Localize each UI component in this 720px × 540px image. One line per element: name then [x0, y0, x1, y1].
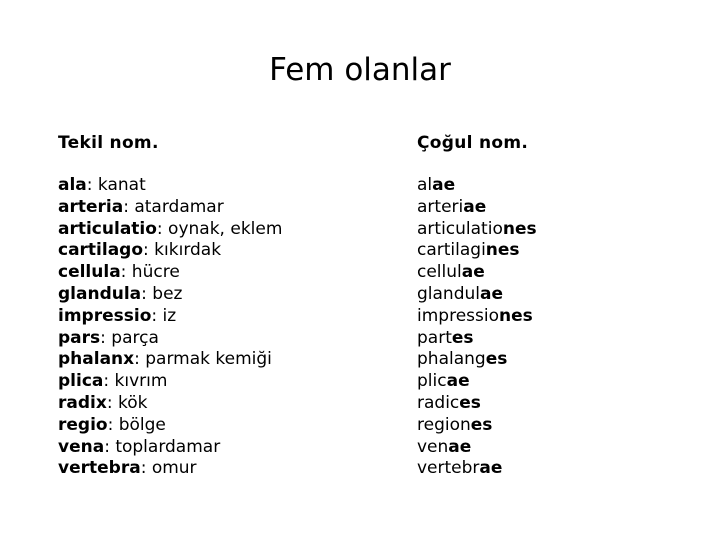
plural-stem: plic — [417, 371, 447, 392]
singular-row — [58, 240, 282, 262]
plural-stem: glandul — [417, 283, 480, 304]
turkish-meaning: : bez — [141, 283, 183, 304]
plural-stem: part — [417, 327, 452, 348]
plural-stem: al — [417, 175, 433, 195]
plural-stem: ven — [417, 436, 449, 457]
latin-word: cartilago — [58, 240, 144, 261]
latin-word: cellula — [58, 262, 121, 283]
turkish-meaning: : kanat — [86, 175, 146, 195]
plural-ending: ae — [479, 458, 503, 479]
singular-list — [58, 175, 282, 480]
latin-word: ala — [58, 175, 87, 195]
plural-row — [417, 458, 537, 480]
latin-word: vena — [58, 436, 105, 457]
turkish-meaning: : oynak, eklem — [156, 218, 283, 239]
turkish-meaning: : iz — [151, 305, 177, 326]
singular-row — [58, 328, 282, 350]
turkish-meaning: : parmak kemiği — [134, 349, 272, 370]
plural-row — [417, 197, 537, 219]
plural-ending: es — [470, 414, 493, 435]
plural-header: Çoğul nom. — [417, 133, 529, 153]
slide-title: Fem olanlar — [269, 52, 451, 88]
singular-row — [58, 415, 282, 437]
latin-word: radix — [58, 392, 107, 413]
singular-column — [58, 131, 282, 480]
singular-row — [58, 175, 282, 197]
singular-row — [58, 262, 282, 284]
latin-word: pars — [58, 327, 101, 348]
singular-header: Tekil nom. — [58, 133, 159, 153]
latin-word: impressio — [58, 305, 152, 326]
plural-ending: ae — [480, 283, 504, 304]
latin-word: phalanx — [58, 349, 135, 370]
plural-row — [417, 284, 537, 306]
plural-stem: radic — [417, 392, 460, 413]
plural-stem: arteri — [417, 196, 464, 217]
plural-stem: cartilagi — [417, 240, 486, 261]
plural-stem: cellul — [417, 262, 462, 283]
plural-ending: ae — [432, 175, 456, 195]
singular-row — [58, 371, 282, 393]
plural-row — [417, 371, 537, 393]
plural-stem: articulatio — [417, 218, 503, 239]
plural-row — [417, 349, 537, 371]
singular-row — [58, 349, 282, 371]
plural-row — [417, 437, 537, 459]
plural-row — [417, 306, 537, 328]
plural-ending: es — [459, 392, 481, 413]
latin-word: plica — [58, 371, 104, 392]
plural-ending: ae — [463, 196, 487, 217]
turkish-meaning: : kök — [106, 392, 148, 413]
plural-row — [417, 219, 537, 241]
singular-row — [58, 306, 282, 328]
latin-word: glandula — [58, 283, 142, 304]
singular-row — [58, 284, 282, 306]
turkish-meaning: : atardamar — [123, 196, 224, 217]
singular-row — [58, 393, 282, 415]
turkish-meaning: : bölge — [107, 414, 166, 435]
plural-ending: ae — [446, 371, 470, 392]
singular-row — [58, 437, 282, 459]
plural-list — [417, 175, 537, 480]
singular-row — [58, 219, 282, 241]
plural-ending: es — [451, 327, 474, 348]
plural-ending: ae — [461, 262, 485, 283]
plural-stem: vertebr — [417, 458, 480, 479]
plural-row — [417, 262, 537, 284]
plural-ending: es — [485, 349, 508, 370]
turkish-meaning: : omur — [140, 458, 197, 479]
singular-row — [58, 197, 282, 219]
latin-word: vertebra — [58, 458, 141, 479]
turkish-meaning: : kıvrım — [103, 371, 168, 392]
plural-stem: region — [417, 414, 471, 435]
latin-word: articulatio — [58, 218, 157, 239]
plural-row — [417, 328, 537, 350]
latin-word: arteria — [58, 196, 124, 217]
plural-column — [417, 131, 537, 480]
plural-row — [417, 175, 537, 197]
singular-row — [58, 458, 282, 480]
plural-stem: impressio — [417, 305, 499, 326]
plural-ending: nes — [502, 218, 537, 239]
plural-ending: nes — [485, 240, 520, 261]
plural-stem: phalang — [417, 349, 486, 370]
plural-row — [417, 240, 537, 262]
plural-row — [417, 393, 537, 415]
plural-ending: ae — [448, 436, 472, 457]
plural-ending: nes — [499, 305, 533, 326]
turkish-meaning: : parça — [100, 327, 159, 348]
turkish-meaning: : toplardamar — [104, 436, 221, 457]
latin-word: regio — [58, 414, 108, 435]
turkish-meaning: : hücre — [120, 262, 180, 283]
plural-row — [417, 415, 537, 437]
turkish-meaning: : kıkırdak — [143, 240, 222, 261]
